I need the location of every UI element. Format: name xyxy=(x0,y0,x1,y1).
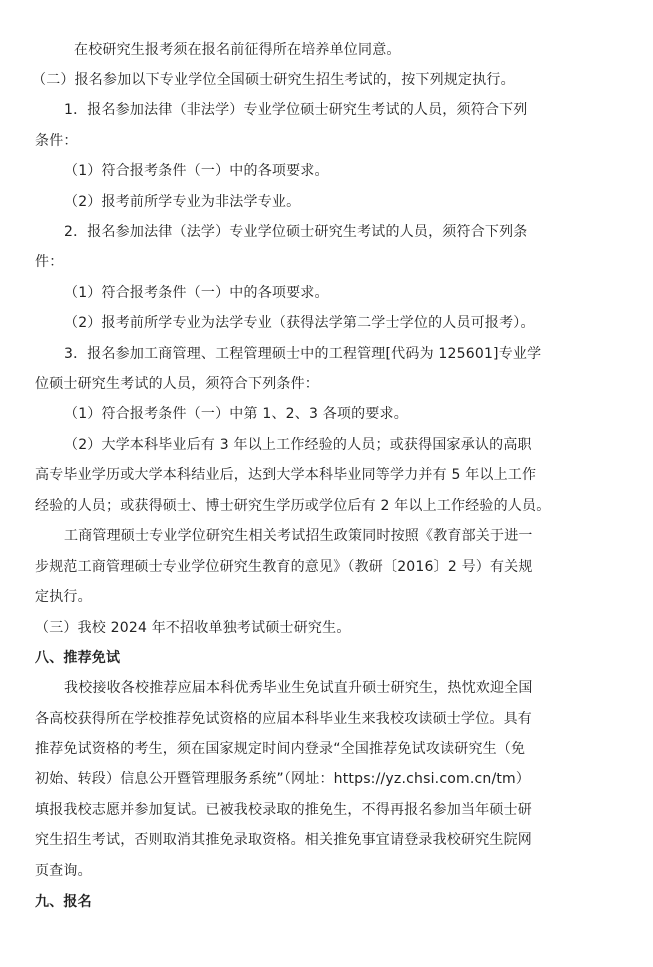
text-line: （2）大学本科毕业后有 3 年以上工作经验的人员；或获得国家承认的高职 xyxy=(64,437,532,453)
text-line: 究生招生考试，否则取消其推免录取资格。相关推免事宜请登录我校研究生院网 xyxy=(35,832,532,848)
text-line: 推荐免试资格的考生，须在国家规定时间内登录“全国推荐免试攻读研究生（免 xyxy=(35,741,526,757)
text-line: 工商管理硕士专业学位研究生相关考试招生政策同时按照《教育部关于进一 xyxy=(64,528,533,544)
text-line: （1）符合报考条件（一）中的各项要求。 xyxy=(64,163,329,179)
text-line: （1）符合报考条件（一）中第 1、2、3 各项的要求。 xyxy=(64,406,408,422)
text-line: 2．报名参加法律（法学）专业学位硕士研究生考试的人员，须符合下列条 xyxy=(64,224,528,240)
text-line: 初始、转段）信息公开暨管理服务系统”（网址：https://yz.chsi.com.cn/tm） xyxy=(35,771,531,787)
text-line: 3．报名参加工商管理、工程管理硕士中的工程管理[代码为 125601]专业学 xyxy=(64,346,542,362)
text-line: （1）符合报考条件（一）中的各项要求。 xyxy=(64,285,329,301)
text-line: 条件： xyxy=(35,133,78,149)
text-line: 步规范工商管理硕士专业学位研究生教育的意见》（教研〔2016〕2 号）有关规 xyxy=(35,559,533,575)
text-line: （三）我校 2024 年不招收单独考试硕士研究生。 xyxy=(35,620,351,636)
text-line: （2）报考前所学专业为非法学专业。 xyxy=(64,194,301,210)
text-line: 件： xyxy=(35,254,64,270)
section-heading: 九、报名 xyxy=(35,894,92,910)
text-line: （2）报考前所学专业为法学专业（获得法学第二学士学位的人员可报考）。 xyxy=(64,315,535,331)
text-line: 位硕士研究生考试的人员，须符合下列条件： xyxy=(35,376,319,392)
text-line: 高专毕业学历或大学本科结业后，达到大学本科毕业同等学力并有 5 年以上工作 xyxy=(35,467,537,483)
text-line: 1．报名参加法律（非法学）专业学位硕士研究生考试的人员，须符合下列 xyxy=(64,102,528,118)
text-line: 填报我校志愿并参加复试。已被我校录取的推免生，不得再报名参加当年硕士研 xyxy=(35,802,532,818)
text-line: （二）报名参加以下专业学位全国硕士研究生招生考试的，按下列规定执行。 xyxy=(32,72,515,88)
text-line: 各高校获得所在学校推荐免试资格的应届本科毕业生来我校攻读硕士学位。具有 xyxy=(35,711,532,727)
text-line: 在校研究生报考须在报名前征得所在培养单位同意。 xyxy=(74,42,401,58)
text-line: 页查询。 xyxy=(35,863,92,879)
text-line: 定执行。 xyxy=(35,589,92,605)
text-line: 我校接收各校推荐应届本科优秀毕业生免试直升硕士研究生，热忱欢迎全国 xyxy=(64,680,533,696)
section-heading: 八、推荐免试 xyxy=(35,650,121,666)
text-line: 经验的人员；或获得硕士、博士研究生学历或学位后有 2 年以上工作经验的人员。 xyxy=(35,498,551,514)
